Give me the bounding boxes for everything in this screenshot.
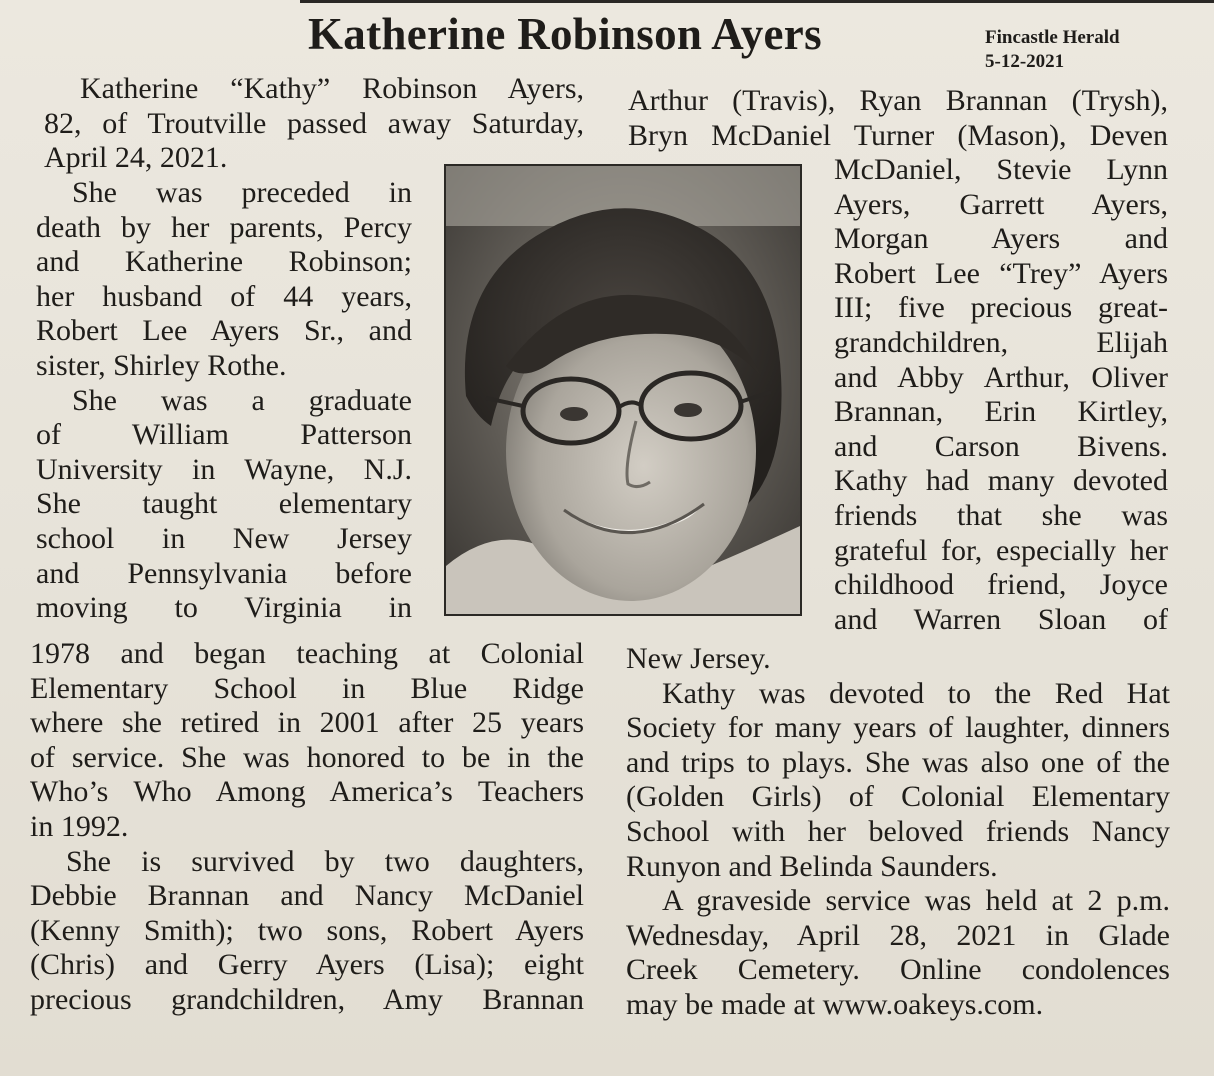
- text-line: A graveside service was held at 2 p.m.: [662, 884, 1170, 918]
- text-line: McDaniel, Stevie Lynn: [834, 153, 1168, 186]
- text-line: School with her beloved friends Nancy: [626, 814, 1170, 848]
- text-line: childhood friend, Joyce: [834, 568, 1168, 602]
- text-line: and Warren Sloan of: [834, 602, 1168, 636]
- source-note: [985, 26, 1120, 74]
- text-line: where she retired in 2001 after 25 years: [30, 706, 584, 740]
- text-line: death by her parents, Percy: [36, 210, 412, 244]
- top-rule: [300, 0, 1214, 3]
- text-line: and Katherine Robinson;: [36, 245, 412, 279]
- text-line: Katherine “Kathy” Robinson Ayers,: [80, 72, 584, 105]
- text-line: New Jersey.: [626, 642, 771, 675]
- text-line: April 24, 2021.: [44, 141, 228, 175]
- text-line: 1978 and began teaching at Colonial: [30, 637, 584, 670]
- obituary-headline: Katherine Robinson Ayers: [308, 9, 822, 59]
- text-line: school in New Jersey: [36, 521, 412, 555]
- text-line: She was a graduate: [72, 383, 412, 417]
- text-line: Brannan, Erin Kirtley,: [834, 395, 1168, 429]
- left-wide-text: [30, 637, 584, 1018]
- text-line: grandchildren, Elijah: [834, 325, 1168, 359]
- text-line: Bryn McDaniel Turner (Mason), Deven: [628, 118, 1168, 152]
- text-line: Wednesday, April 28, 2021 in Glade: [626, 918, 1170, 952]
- text-line: sister, Shirley Rothe.: [36, 348, 287, 382]
- text-line: Society for many years of laughter, dinners: [626, 711, 1170, 745]
- left-narrow-text: [36, 176, 412, 626]
- text-line: Morgan Ayers and: [834, 222, 1168, 256]
- right-wide-text: [626, 642, 1170, 1023]
- text-line: III; five precious great-: [834, 291, 1168, 325]
- text-line: (Chris) and Gerry Ayers (Lisa); eight: [30, 948, 584, 982]
- text-line: She was preceded in: [72, 176, 412, 209]
- text-line: 82, of Troutville passed away Saturday,: [44, 106, 584, 140]
- text-line: her husband of 44 years,: [36, 279, 412, 313]
- text-line: precious grandchildren, Amy Brannan: [30, 982, 584, 1016]
- text-line: Arthur (Travis), Ryan Brannan (Trysh),: [628, 84, 1168, 117]
- text-line: grateful for, especially her: [834, 533, 1168, 567]
- text-line: She taught elementary: [36, 487, 412, 521]
- text-line: She is survived by two daughters,: [66, 844, 584, 878]
- intro-paragraph: [44, 72, 584, 176]
- portrait-photo: [444, 164, 802, 616]
- portrait-illustration: [446, 166, 800, 614]
- text-line: friends that she was: [834, 498, 1168, 532]
- text-line: and Abby Arthur, Oliver: [834, 360, 1168, 394]
- text-line: may be made at www.oakeys.com.: [626, 987, 1044, 1021]
- text-line: Who’s Who Among America’s Teachers: [30, 775, 584, 809]
- source-publication: Fincastle Herald: [985, 27, 1120, 48]
- text-line: (Kenny Smith); two sons, Robert Ayers: [30, 913, 584, 947]
- text-line: and Pennsylvania before: [36, 556, 412, 590]
- text-line: in 1992.: [30, 809, 129, 843]
- text-line: (Golden Girls) of Colonial Elementary: [626, 780, 1170, 814]
- text-line: of William Patterson: [36, 418, 412, 452]
- text-line: Kathy was devoted to the Red Hat: [662, 676, 1170, 710]
- source-date: 5-12-2021: [985, 51, 1065, 72]
- text-line: Robert Lee Ayers Sr., and: [36, 314, 412, 348]
- text-line: Runyon and Belinda Saunders.: [626, 849, 998, 883]
- text-line: Creek Cemetery. Online condolences: [626, 953, 1170, 987]
- right-top-text: [628, 84, 1168, 153]
- text-line: and trips to plays. She was also one of the: [626, 745, 1170, 779]
- text-line: Elementary School in Blue Ridge: [30, 671, 584, 705]
- text-line: Ayers, Garrett Ayers,: [834, 187, 1168, 221]
- text-line: Kathy had many devoted: [834, 464, 1168, 498]
- text-line: of service. She was honored to be in the: [30, 740, 584, 774]
- text-line: Debbie Brannan and Nancy McDaniel: [30, 879, 584, 913]
- text-line: and Carson Bivens.: [834, 429, 1168, 463]
- text-line: University in Wayne, N.J.: [36, 452, 412, 486]
- text-line: Robert Lee “Trey” Ayers: [834, 256, 1168, 290]
- text-line: moving to Virginia in: [36, 591, 412, 625]
- right-narrow-text: [834, 153, 1168, 637]
